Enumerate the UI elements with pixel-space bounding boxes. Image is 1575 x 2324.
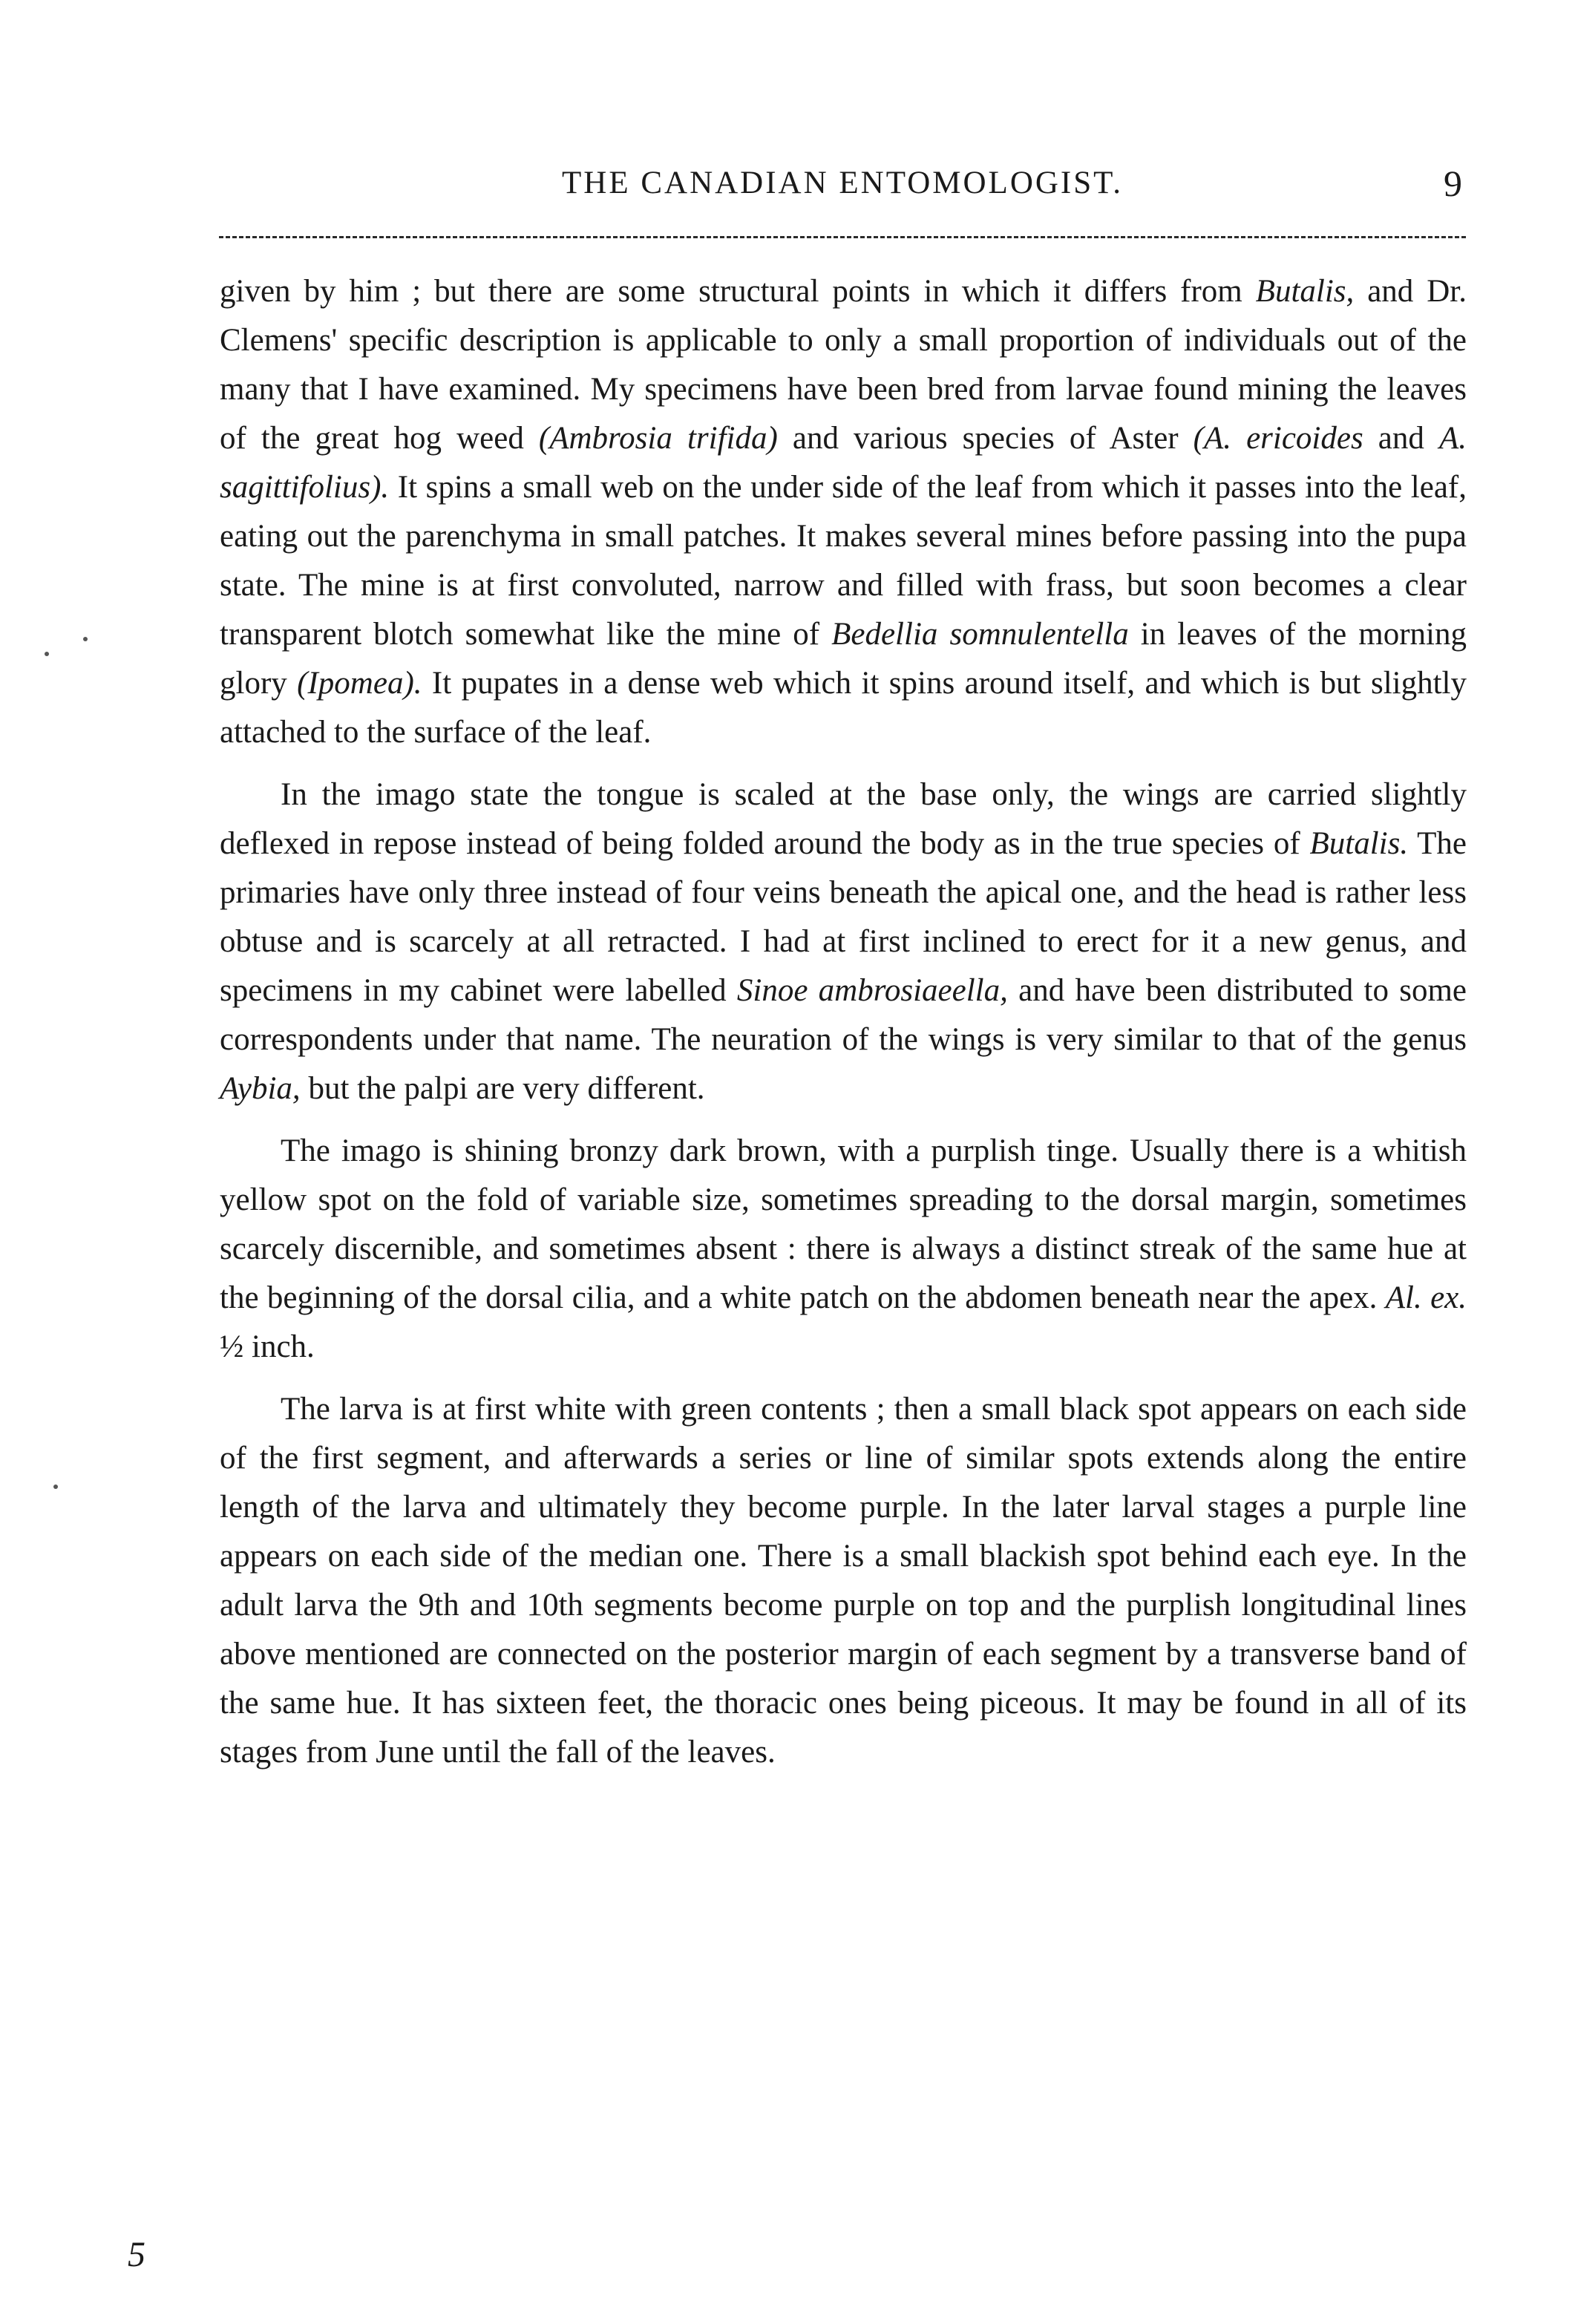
- margin-speck: [53, 1485, 58, 1489]
- italic-term: A. sagittifolius).: [220, 421, 1475, 505]
- text-run: and: [1363, 421, 1439, 456]
- page-number: 9: [1444, 163, 1462, 204]
- margin-speck: [45, 652, 49, 656]
- text-run: but the palpi are very different.: [300, 1071, 705, 1106]
- paragraph-1: [220, 267, 1475, 757]
- italic-term: Butalis.: [1309, 826, 1409, 861]
- text-run: given by him ; but there are some structural points in which it differs from: [220, 274, 1256, 309]
- italic-term: (Ipomea).: [297, 666, 422, 701]
- italic-term: (A. ericoides: [1193, 421, 1363, 456]
- article-body: [220, 267, 1475, 1777]
- text-run: in leaves of the morning glory: [220, 617, 1475, 701]
- paragraph-3: [220, 1127, 1475, 1372]
- text-run: It spins a small web on the under side of the leaf from which it passes into the leaf, eating out the parenchyma in small patches. It makes several mines before passing into the pupa state. The mine is at first convoluted, narrow and filled with frass, but soon becomes a clear transparent blotch somewhat like the mine of: [220, 470, 1475, 652]
- italic-term: Bedellia somnulentella: [831, 617, 1129, 652]
- italic-term: Sinoe ambrosiaeella,: [736, 973, 1008, 1008]
- text-run: and various species of Aster: [777, 421, 1193, 456]
- running-title: THE CANADIAN ENTOMOLOGIST.: [562, 166, 1123, 200]
- text-run: The primaries have only three instead of four veins beneath the apical one, and the head is rather less obtuse and is scarcely at all retracted. I had at first inclined to erect for it a new genus, and specimens in my cabinet were labelled: [220, 826, 1475, 1008]
- text-run: In the imago state the tongue is scaled at the base only, the wings are carried slightly deflexed in repose instead of being folded around the body as in the true species of: [220, 777, 1475, 861]
- italic-term: Butalis,: [1255, 274, 1355, 309]
- paragraph-4: [220, 1385, 1475, 1777]
- running-header: [223, 157, 1462, 209]
- text-run: ½ inch.: [220, 1280, 1475, 1364]
- text-run: and have been distributed to some correspondents under that name. The neuration of the wings is very similar to that of the genus: [220, 973, 1475, 1057]
- header-rule: [219, 236, 1466, 238]
- text-run: and Dr. Clemens' specific description is applicable to only a small proportion of individuals out of the many that I have examined. My specimens have been bred from larvae found mining the leaves of the great hog weed: [220, 274, 1475, 456]
- text-run: It pupates in a dense web which it spins around itself, and which is but slightly attached to the surface of the leaf.: [220, 666, 1475, 750]
- margin-speck: [83, 637, 88, 641]
- italic-term: Aybia,: [220, 1071, 301, 1106]
- signature-mark: 5: [128, 2235, 145, 2274]
- text-run: The imago is shining bronzy dark brown, with a purplish tinge. Usually there is a whitish yellow spot on the fold of variable size, sometimes spreading to the dorsal margin, sometimes scarcely discernible, and sometimes absent : there is always a distinct streak of the same hue at the beginning of the dorsal cilia, and a white patch on the abdomen beneath near the apex.: [220, 1133, 1475, 1315]
- paragraph-2: [220, 770, 1475, 1113]
- text-run: The larva is at first white with green contents ; then a small black spot appears on each side of the first segment, and afterwards a series or line of similar spots extends along the entire length of the larva and ultimately they become purple. In the later larval stages a purple line appears on each side of the median one. There is a small blackish spot behind each eye. In the adult larva the 9th and 10th segments become purple on top and the purplish longitudinal lines above mentioned are connected on the posterior margin of each segment by a transverse band of the same hue. It has sixteen feet, the thoracic ones being piceous. It may be found in all of its stages from June until the fall of the leaves.: [220, 1392, 1475, 1770]
- italic-term: (Ambrosia trifida): [538, 421, 778, 456]
- italic-term: Al. ex.: [1385, 1280, 1467, 1315]
